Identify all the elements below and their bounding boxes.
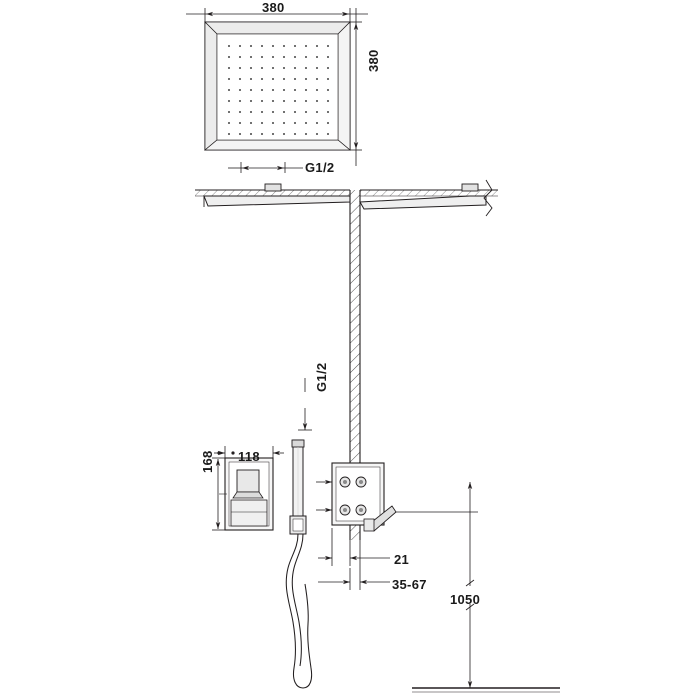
dimension-inlet-g12-mid	[298, 378, 312, 430]
label-inlet-thread-mid: G1/2	[314, 362, 329, 392]
label-head-depth: 380	[366, 49, 381, 72]
hand-shower-wand	[290, 440, 306, 534]
dimension-depth-380	[350, 8, 362, 166]
dimension-wall-depth-35-67	[318, 540, 390, 590]
label-inlet-thread-top: G1/2	[305, 160, 335, 175]
flexible-hose	[286, 534, 311, 688]
ceiling-wall-line	[195, 180, 498, 216]
label-floor-height: 1050	[450, 592, 481, 607]
rain-shower-head	[205, 22, 350, 150]
label-valve-height: 168	[200, 450, 215, 473]
built-in-mixer-body	[316, 463, 396, 531]
label-head-width: 380	[262, 0, 285, 15]
label-wall-depth-range: 35-67	[392, 577, 427, 592]
floor-reference-line	[412, 688, 560, 692]
label-valve-width: 118	[238, 449, 260, 464]
dimension-inlet-g12-top	[228, 162, 303, 173]
label-projection: 21	[394, 552, 410, 567]
